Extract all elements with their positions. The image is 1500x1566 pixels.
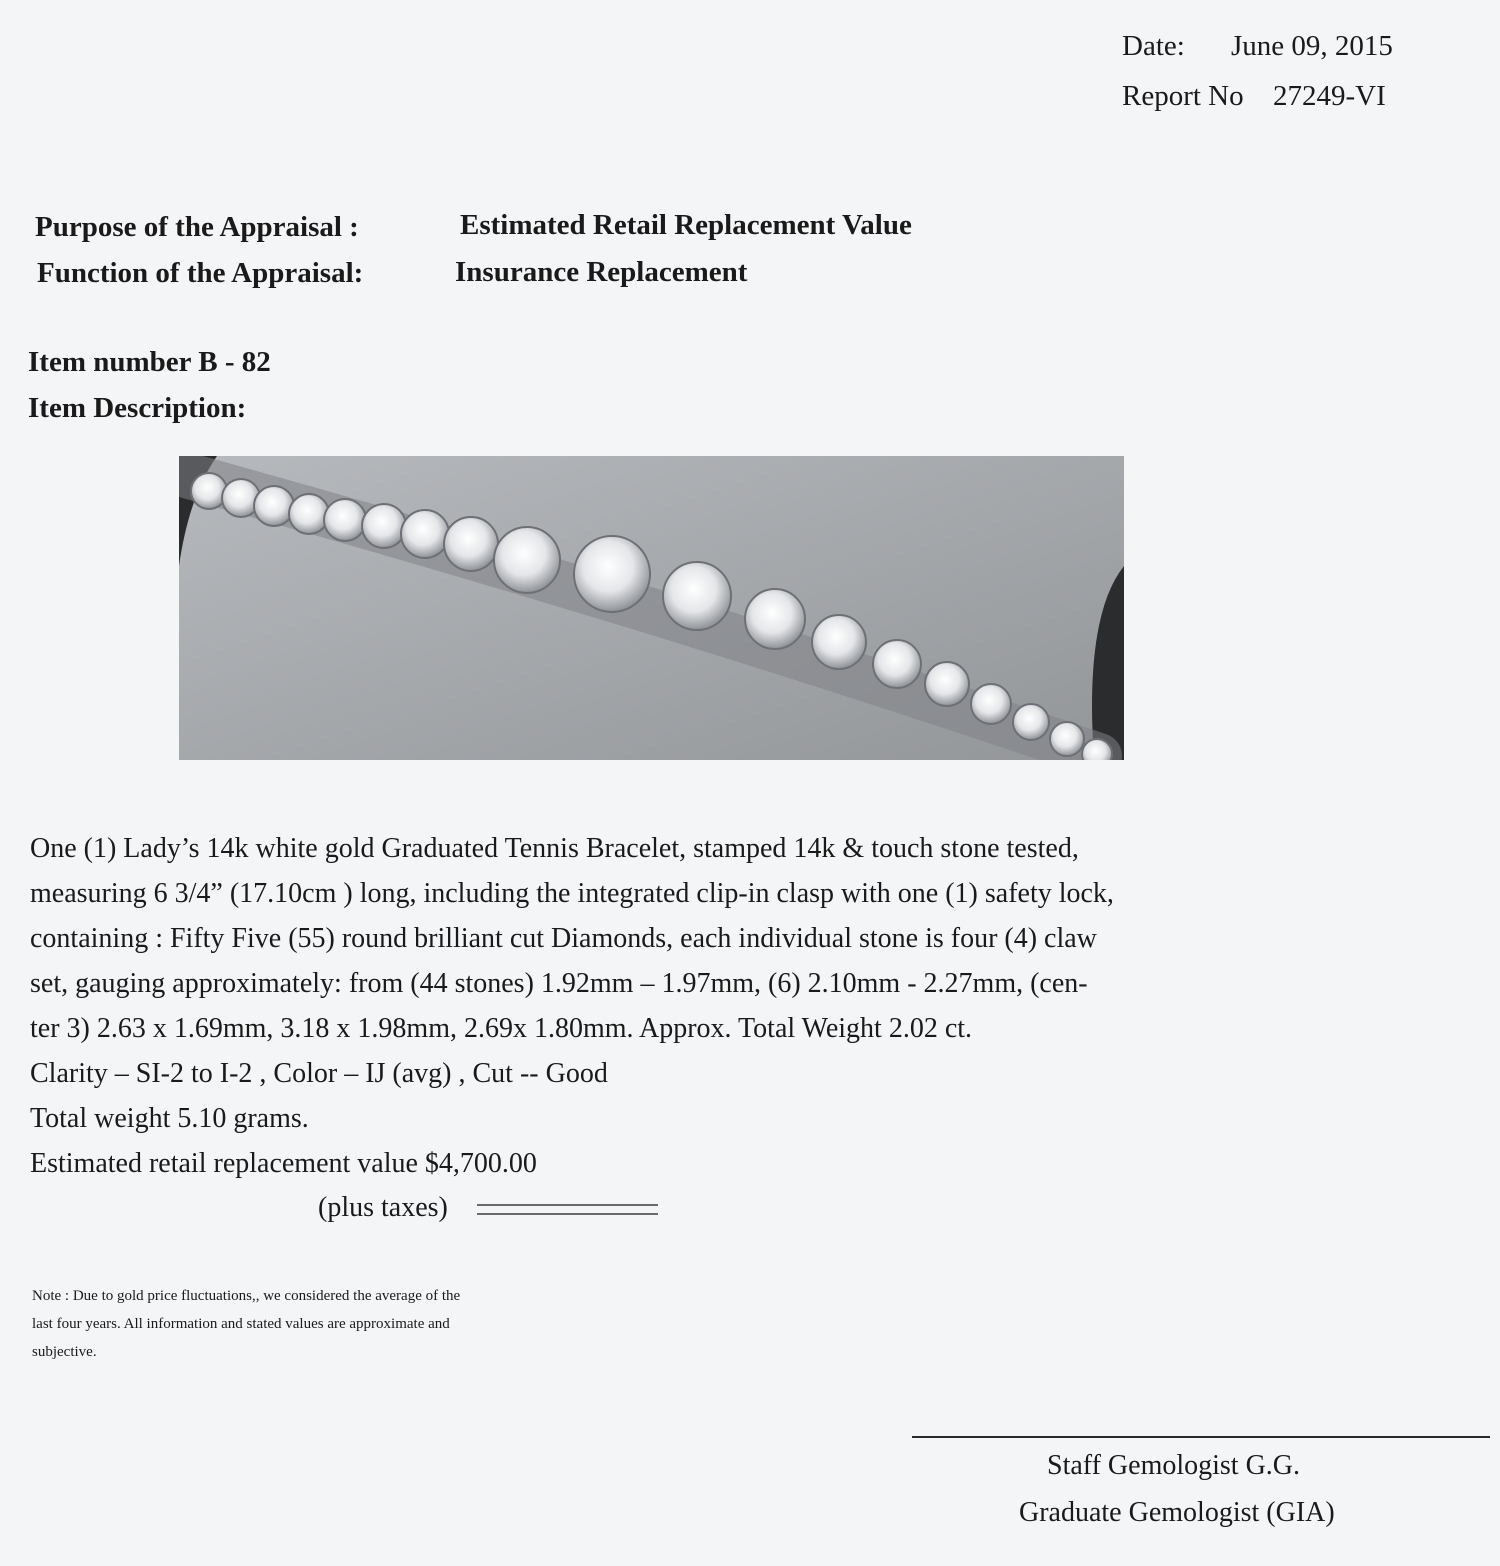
plus-taxes: (plus taxes) — [318, 1192, 448, 1223]
report-number-label: Report No — [1122, 80, 1244, 112]
description-line: Total weight 5.10 grams. — [30, 1103, 309, 1134]
bracelet-illustration — [179, 456, 1124, 760]
note-line: Note : Due to gold price fluctuations,, we considered the average of the — [32, 1288, 461, 1304]
double-underline — [477, 1204, 658, 1215]
item-description-text — [30, 826, 1310, 1186]
description-line: measuring 6 3/4” (17.10cm ) long, including the integrated clip-in clasp with one (1) safety lock, — [30, 878, 1114, 909]
report-number-value: 27249-VI — [1273, 80, 1386, 112]
note-line: last four years. All information and stated values are approximate and — [32, 1316, 450, 1332]
note — [32, 1282, 612, 1366]
date-value: June 09, 2015 — [1231, 30, 1393, 62]
bracelet-photo — [179, 456, 1124, 760]
purpose-value: Estimated Retail Replacement Value — [460, 209, 912, 241]
description-line: Clarity – SI-2 to I-2 , Color – IJ (avg) , Cut -- Good — [30, 1058, 608, 1089]
purpose-label: Purpose of the Appraisal : — [35, 211, 359, 243]
note-line: subjective. — [32, 1344, 97, 1360]
signature-line — [912, 1436, 1490, 1438]
description-line: set, gauging approximately: from (44 stones) 1.92mm – 1.97mm, (6) 2.10mm - 2.27mm, (cen- — [30, 968, 1088, 999]
signatory-title: Graduate Gemologist (GIA) — [1019, 1497, 1335, 1528]
date-label: Date: — [1122, 30, 1185, 62]
description-line: containing : Fifty Five (55) round brilliant cut Diamonds, each individual stone is four (4) claw — [30, 923, 1097, 954]
replacement-value-line: Estimated retail replacement value $4,700.00 — [30, 1148, 537, 1179]
function-label: Function of the Appraisal: — [37, 257, 364, 289]
item-number: Item number B - 82 — [28, 346, 271, 378]
description-line: One (1) Lady’s 14k white gold Graduated Tennis Bracelet, stamped 14k & touch stone tested, — [30, 833, 1079, 864]
function-value: Insurance Replacement — [455, 256, 748, 288]
signatory-name: Staff Gemologist G.G. — [1047, 1450, 1301, 1481]
description-line: ter 3) 2.63 x 1.69mm, 3.18 x 1.98mm, 2.69x 1.80mm. Approx. Total Weight 2.02 ct. — [30, 1013, 973, 1044]
item-description-label: Item Description: — [28, 392, 247, 424]
